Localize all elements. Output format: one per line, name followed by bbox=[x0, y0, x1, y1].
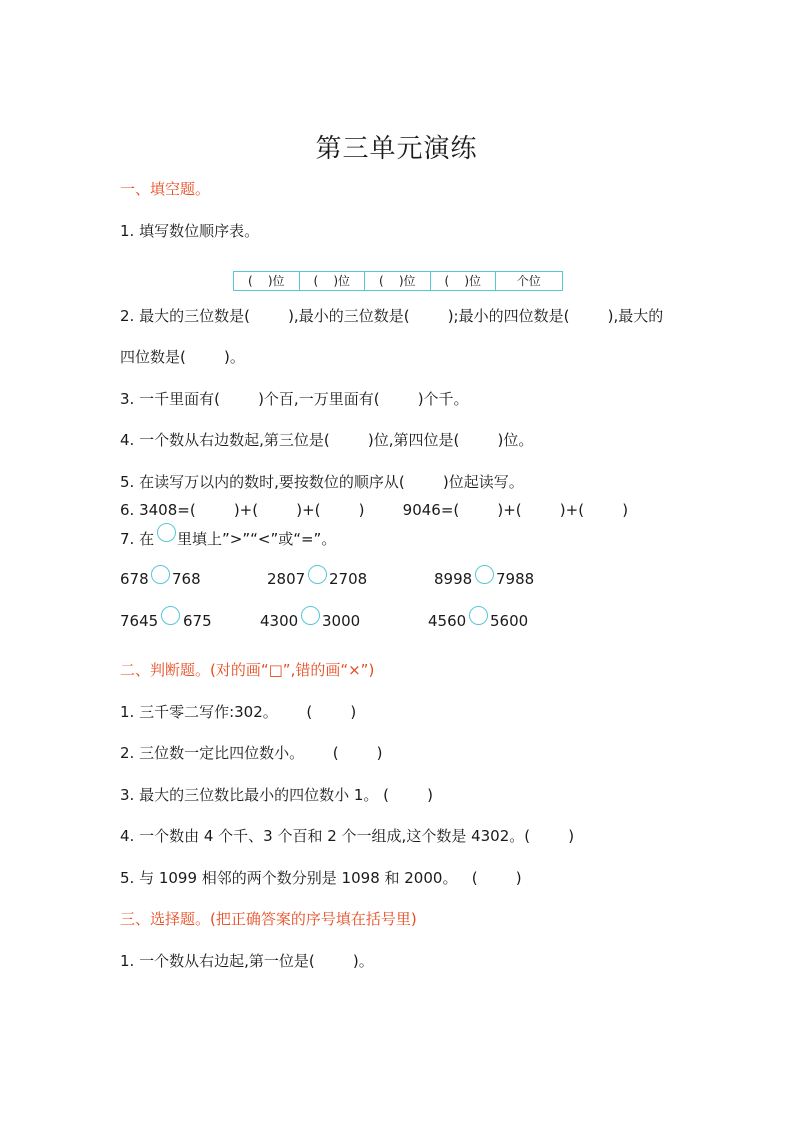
question-1-5: 5. 在读写万以内的数时,要按数位的顺序从( )位起读写。 bbox=[120, 473, 524, 491]
compare-right: 675 bbox=[183, 612, 212, 630]
compare-right: 5600 bbox=[490, 612, 529, 630]
place-value-table bbox=[233, 271, 563, 291]
question-1-7-suffix: 里填上”>”“<”或“=”。 bbox=[177, 530, 337, 548]
compare-right: 3000 bbox=[322, 612, 361, 630]
compare-circle-icon[interactable] bbox=[301, 606, 320, 625]
table-cell: ( )位 bbox=[365, 272, 431, 290]
table-cell: ( )位 bbox=[431, 272, 497, 290]
question-2-5: 5. 与 1099 相邻的两个数分别是 1098 和 2000。 ( ) bbox=[120, 869, 522, 887]
section-3-heading: 三、选择题。(把正确答案的序号填在括号里) bbox=[120, 910, 417, 928]
section-2-heading: 二、判断题。(对的画“□”,错的画“×”) bbox=[120, 661, 375, 679]
compare-right: 768 bbox=[172, 570, 201, 588]
question-3-1: 1. 一个数从右边起,第一位是( )。 bbox=[120, 952, 374, 970]
compare-right: 2708 bbox=[329, 570, 368, 588]
compare-left: 2807 bbox=[267, 570, 306, 588]
compare-left: 4560 bbox=[428, 612, 467, 630]
compare-circle-icon[interactable] bbox=[161, 606, 180, 625]
question-1-2-line-2: 四位数是( )。 bbox=[120, 348, 245, 366]
question-1-1: 1. 填写数位顺序表。 bbox=[120, 222, 260, 240]
compare-circle-icon[interactable] bbox=[469, 606, 488, 625]
compare-circle-icon bbox=[157, 523, 176, 542]
question-1-2-line-1: 2. 最大的三位数是( ),最小的三位数是( );最小的四位数是( ),最大的 bbox=[120, 307, 664, 325]
section-1-heading: 一、填空题。 bbox=[120, 180, 211, 198]
page-title: 第三单元演练 bbox=[315, 134, 478, 164]
question-2-3: 3. 最大的三位数比最小的四位数小 1。 ( ) bbox=[120, 786, 434, 804]
question-2-4: 4. 一个数由 4 个千、3 个百和 2 个一组成,这个数是 4302。( ) bbox=[120, 827, 575, 845]
compare-left: 8998 bbox=[434, 570, 473, 588]
compare-circle-icon[interactable] bbox=[475, 565, 494, 584]
question-1-7-prefix: 7. 在 bbox=[120, 530, 155, 548]
question-1-4: 4. 一个数从右边数起,第三位是( )位,第四位是( )位。 bbox=[120, 431, 534, 449]
table-cell: ( )位 bbox=[234, 272, 300, 290]
question-2-1: 1. 三千零二写作:302。 ( ) bbox=[120, 703, 357, 721]
compare-left: 678 bbox=[120, 570, 149, 588]
question-1-6: 6. 3408=( )+( )+( ) 9046=( )+( )+( ) bbox=[120, 501, 629, 519]
compare-right: 7988 bbox=[496, 570, 535, 588]
compare-circle-icon[interactable] bbox=[151, 565, 170, 584]
compare-left: 7645 bbox=[120, 612, 159, 630]
table-cell: ( )位 bbox=[300, 272, 366, 290]
question-1-3: 3. 一千里面有( )个百,一万里面有( )个千。 bbox=[120, 390, 469, 408]
compare-left: 4300 bbox=[260, 612, 299, 630]
table-cell: 个位 bbox=[516, 274, 541, 288]
question-2-2: 2. 三位数一定比四位数小。 ( ) bbox=[120, 744, 383, 762]
compare-circle-icon[interactable] bbox=[308, 565, 327, 584]
